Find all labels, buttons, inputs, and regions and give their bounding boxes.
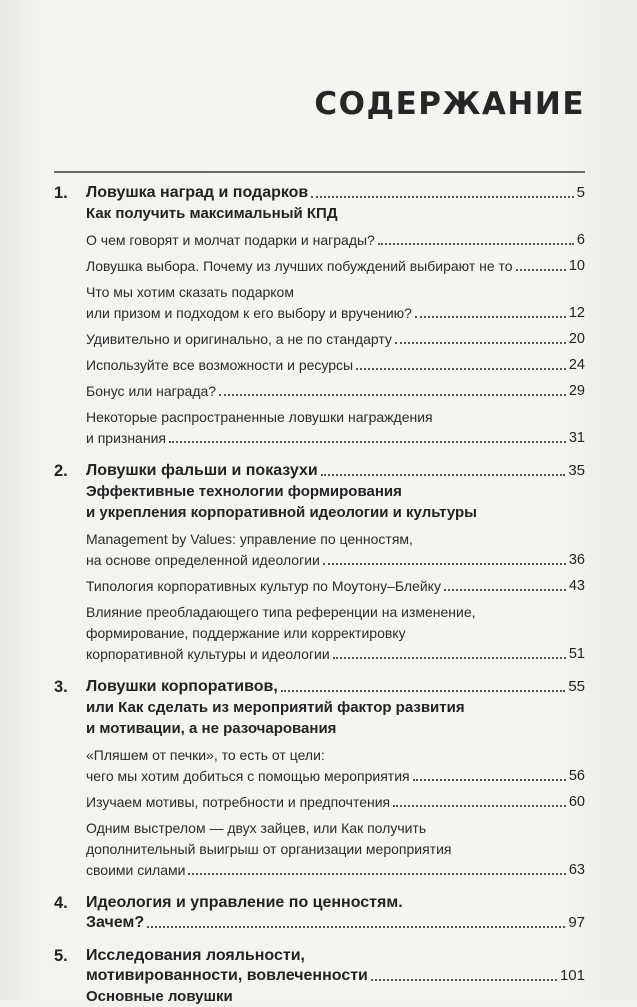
dot-leader	[378, 233, 574, 245]
toc-entry[interactable]	[54, 528, 585, 570]
toc-entry-line	[54, 817, 585, 838]
chapter-subtitle: или Как сделать из мероприятий фактор развития	[86, 699, 465, 716]
dot-leader	[393, 795, 566, 807]
chapter-title-line	[54, 966, 585, 986]
dot-leader	[169, 431, 566, 443]
toc-entry-text: Management by Values: управление по ценностям,	[86, 531, 413, 547]
chapter-title-line	[54, 946, 585, 966]
dot-leader	[188, 863, 565, 875]
chapter-page-number[interactable]: 97	[568, 914, 585, 931]
toc-entry-text: Удивительно и оригинально, а не по стандарту	[86, 331, 392, 347]
toc-entry-line	[54, 765, 585, 786]
chapter-page-number[interactable]: 101	[559, 967, 585, 984]
toc-entry-page-number: 31	[568, 430, 585, 446]
toc-entry-text: Ловушка выбора. Почему из лучших побуждений выбирают не то	[86, 258, 513, 274]
toc-entry-text: своими силами	[86, 862, 186, 878]
dot-leader	[219, 384, 566, 396]
chapter-subtitle-line	[54, 986, 585, 1007]
toc-entry-page-number: 10	[568, 258, 585, 274]
toc-entry-page-number: 6	[576, 232, 585, 248]
chapter-subtitle-line	[54, 203, 585, 224]
toc-entry-line	[54, 528, 585, 549]
toc-entry-line	[54, 255, 585, 276]
toc-entry[interactable]	[54, 229, 585, 250]
toc-entry-line	[54, 549, 585, 570]
dot-leader	[413, 769, 566, 781]
chapter-title[interactable]: Идеология и управление по ценностям.	[86, 894, 403, 911]
toc-entry-text: Типология корпоративных культур по Моутону–Блейку	[86, 578, 441, 594]
toc-entry-page-number: 24	[568, 357, 585, 373]
chapter-subtitle-line	[54, 697, 585, 718]
chapter-title[interactable]: Ловушки корпоративов,	[86, 678, 278, 695]
toc-entry[interactable]	[54, 575, 585, 596]
chapter-number: 2.	[54, 462, 68, 480]
toc-entry-page-number: 12	[568, 305, 585, 321]
dot-leader	[147, 916, 565, 928]
toc-entry-line	[54, 744, 585, 765]
table-of-contents	[54, 183, 585, 1007]
title-rule	[54, 171, 585, 173]
chapter-number: 5.	[54, 947, 68, 965]
toc-entry-line	[54, 859, 585, 880]
chapter-subtitle: Основные ловушки	[86, 988, 233, 1005]
toc-entry-line	[54, 601, 585, 622]
toc-entry-text: чего мы хотим добиться с помощью мероприятия	[86, 768, 410, 784]
dot-leader	[395, 332, 566, 344]
toc-entry-text: корпоративной культуры и идеологии	[86, 646, 330, 662]
toc-entry[interactable]	[54, 281, 585, 323]
toc-entry-page-number: 29	[568, 383, 585, 399]
chapter-title-line	[54, 893, 585, 913]
toc-entry-line	[54, 328, 585, 349]
dot-leader	[333, 647, 566, 659]
toc-entry-page-number: 36	[568, 552, 585, 568]
chapter-subtitle: Эффективные технологии формирования	[86, 483, 402, 500]
dot-leader	[415, 306, 566, 318]
chapter-subtitle-line	[54, 481, 585, 502]
toc-entry-page-number: 60	[568, 794, 585, 810]
chapter-title-line	[54, 461, 585, 481]
toc-entry-text: Некоторые распространенные ловушки награждения	[86, 409, 433, 425]
toc-entry-line	[54, 575, 585, 596]
dot-leader	[444, 579, 566, 591]
toc-entry-page-number: 43	[568, 578, 585, 594]
toc-entry-line	[54, 229, 585, 250]
toc-entry[interactable]	[54, 406, 585, 448]
toc-entry-text: или призом и подходом к его выбору и вручению?	[86, 305, 412, 321]
chapter-title[interactable]: Ловушки фальши и показухи	[86, 462, 318, 479]
toc-entry[interactable]	[54, 354, 585, 375]
chapter-title-line	[54, 913, 585, 933]
chapter-number: 4.	[54, 894, 68, 912]
toc-entry[interactable]	[54, 328, 585, 349]
chapter-title[interactable]: Ловушка наград и подарков	[86, 184, 309, 201]
toc-chapter	[54, 461, 585, 664]
toc-entry[interactable]	[54, 817, 585, 880]
toc-entry-text: Бонус или награда?	[86, 383, 217, 399]
toc-entry-line	[54, 354, 585, 375]
toc-entry[interactable]	[54, 601, 585, 664]
dot-leader	[323, 553, 566, 565]
toc-entry-line	[54, 622, 585, 643]
chapter-subtitle: Как получить максимальный КПД	[86, 205, 338, 222]
chapter-number: 1.	[54, 184, 68, 202]
toc-entry-text: формирование, поддержание или корректировку	[86, 625, 406, 641]
toc-entry-text: Используйте все возможности и ресурсы	[86, 357, 354, 373]
chapter-subtitle-line	[54, 502, 585, 523]
toc-entry-line	[54, 643, 585, 664]
toc-entry-text: Изучаем мотивы, потребности и предпочтения	[86, 794, 391, 810]
toc-entry-line	[54, 838, 585, 859]
toc-entry-text: О чем говорят и молчат подарки и награды?	[86, 232, 375, 248]
toc-entry-text: Влияние преобладающего типа референции на изменение,	[86, 604, 476, 620]
toc-entry[interactable]	[54, 791, 585, 812]
toc-entry-line	[54, 281, 585, 302]
toc-entry-page-number: 63	[568, 862, 585, 878]
chapter-page-number[interactable]: 55	[568, 678, 585, 695]
dot-leader	[321, 464, 566, 476]
chapter-title[interactable]: мотивированности, вовлеченности	[86, 967, 368, 984]
dot-leader	[356, 358, 566, 370]
chapter-number: 3.	[54, 678, 68, 696]
toc-entry-line	[54, 406, 585, 427]
toc-entry-page-number: 51	[568, 646, 585, 662]
toc-entry-text: Одним выстрелом — двух зайцев, или Как получить	[86, 820, 427, 836]
chapter-subtitle: и укрепления корпоративной идеологии и культуры	[86, 504, 477, 521]
toc-entry-line	[54, 427, 585, 448]
toc-entry-page-number: 56	[568, 768, 585, 784]
dot-leader	[371, 969, 557, 981]
toc-entry-text: Что мы хотим сказать подарком	[86, 284, 294, 300]
toc-chapter	[54, 946, 585, 1007]
toc-entry-line	[54, 380, 585, 401]
page-title: СОДЕРЖАНИЕ	[314, 86, 585, 122]
toc-chapter	[54, 677, 585, 880]
chapter-title[interactable]: Исследования лояльности,	[86, 947, 305, 964]
dot-leader	[281, 680, 566, 692]
chapter-subtitle-line	[54, 718, 585, 739]
dot-leader	[311, 186, 573, 198]
chapter-subtitle: и мотивации, а не разочарования	[86, 720, 337, 737]
toc-entry-text: и признания	[86, 430, 166, 446]
toc-entry[interactable]	[54, 380, 585, 401]
chapter-page-number[interactable]: 5	[576, 184, 585, 201]
toc-entry-text: на основе определенной идеологии	[86, 552, 320, 568]
chapter-title-line	[54, 183, 585, 203]
toc-entry-text: «Пляшем от печки», то есть от цели:	[86, 747, 325, 763]
toc-entry-page-number: 20	[568, 331, 585, 347]
toc-entry-text: дополнительный выигрыш от организации мероприятия	[86, 841, 452, 857]
chapter-title-line	[54, 677, 585, 697]
toc-chapter	[54, 893, 585, 933]
chapter-title[interactable]: Зачем?	[86, 914, 145, 931]
chapter-page-number[interactable]: 35	[568, 462, 585, 479]
toc-chapter	[54, 183, 585, 448]
dot-leader	[516, 259, 566, 271]
toc-entry-line	[54, 791, 585, 812]
toc-entry-line	[54, 302, 585, 323]
toc-entry[interactable]	[54, 255, 585, 276]
toc-entry[interactable]	[54, 744, 585, 786]
